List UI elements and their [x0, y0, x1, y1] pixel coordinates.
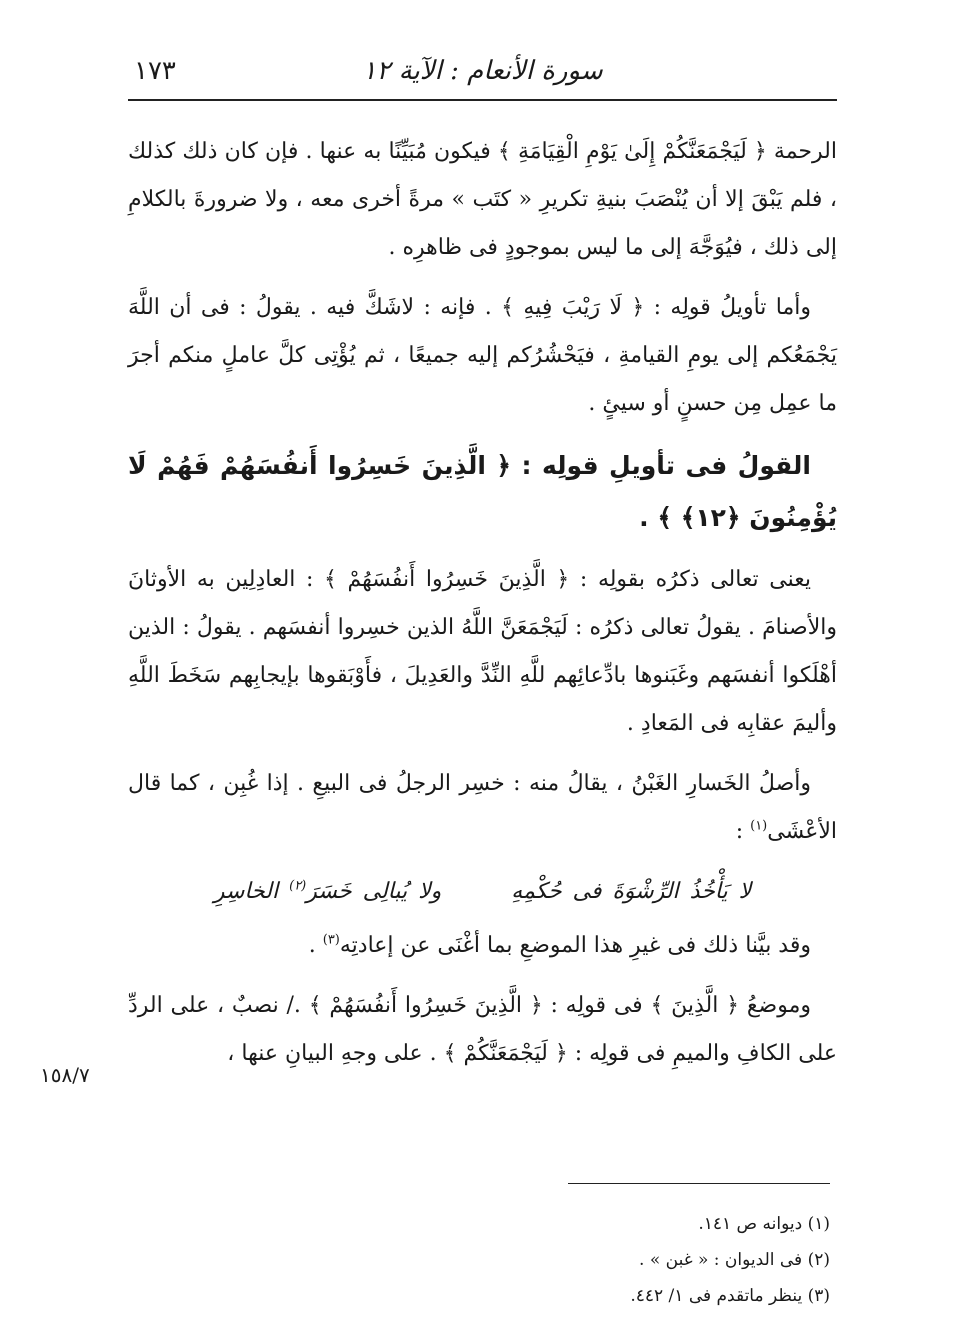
header-rule: [128, 99, 837, 101]
footnote-ref: (٣): [322, 932, 340, 948]
verse-first-hemistich: لا يَأْخُذُ الرِّشْوَةَ فى حُكْمِهِ: [511, 879, 752, 904]
paragraph-text: وأصلُ الخَسارِ الغَبْنُ ، يقالُ منه : خسِر الرجلُ فى البيعِ . إذا غُبِن ، كما قال الأعْشَى: [128, 771, 837, 844]
paragraph: وأما تأويلُ قولِه : ﴿ لَا رَيْبَ فِيهِ ﴾ . فإنه : لاشَكَّ فيه . يقولُ : فى أن اللَّهَ يَجْمَعُكم إلى يومِ القيامةِ ، فيَحْشُرُكم إليه جميعًا ، ثم يُؤْتِى كلَّ عاملٍ منكم أجرَ ما عمِل مِن حسنٍ أو سيئٍ .: [128, 295, 837, 416]
page-header: [128, 48, 837, 96]
verse-second-hemistich-end: الخاسِرِ: [213, 879, 290, 904]
paragraph: [128, 922, 837, 970]
footnote-ref: (١): [750, 818, 768, 834]
footnote-1: (١) ديوانه ص ١٤١.: [698, 1214, 830, 1234]
margin-reference: ١٥٨/٧: [40, 1063, 90, 1087]
paragraph-text: وقد بيَّنا ذلك فى غيرِ هذا الموضعِ بما أغْنَى عن إعادتِه: [339, 933, 811, 958]
paragraph-end: .: [308, 933, 323, 958]
main-text: [128, 128, 837, 1090]
page-number: ١٧٣: [134, 56, 176, 86]
paragraph: وموضعُ ﴿ الَّذِينَ ﴾ فى قولِه : ﴿ الَّذِينَ خَسِرُوا أَنفُسَهُمْ ﴾ ./ نصبٌ ، على الردِّ على الكافِ والميمِ فى قولِه : ﴿ لَيَجْمَعَنَّكُمْ ﴾ . على وجهِ البيانِ عنها ،: [128, 993, 837, 1066]
footnote-3: (٣) ينظر ماتقدم فى ١/ ٤٤٢.: [630, 1286, 830, 1306]
footnote-ref: (٢): [289, 878, 307, 894]
poetry-verse: [128, 868, 837, 916]
footnotes: [300, 1206, 830, 1314]
paragraph: يعنى تعالى ذكرُه بقولِه : ﴿ الَّذِينَ خَسِرُوا أَنفُسَهُمْ ﴾ : العادِلِين به الأوثانَ والأصنامَ . يقولُ تعالى ذكرُه : لَيَجْمَعَنَّ اللَّهُ الذين خسِروا أنفسَهم . يقولُ : الذين أهْلَكوا أنفسَهم وغَبَنوها بادِّعائِهم للَّهِ النِّدَّ والعَدِيلَ ، فأَوْبَقوها بإيجابِهم سَخَطَ اللَّهِ وأليمَ عقابِه فى المَعادِ .: [128, 567, 837, 736]
verse-second-hemistich: ولا يُبالِى خَسَرَ: [306, 879, 442, 904]
running-title: سورة الأنعام : الآية ١٢: [362, 56, 603, 86]
paragraph: الرحمة ﴿ لَيَجْمَعَنَّكُمْ إِلَىٰ يَوْمِ الْقِيَامَةِ ﴾ فيكون مُبَيِّنًا به عنها . فإن كان ذلك كذلك ، فلم يَبْقَ إلا أن يُنْصَبَ بنيةِ تكريرِ « كتَب » مرةً أخرى معه ، ولا ضرورةَ بالكلامِ إلى ذلك ، فيُوَجَّهَ إلى ما ليس بموجودٍ فى ظاهرِه .: [128, 139, 837, 260]
footnote-2: (٢) فى الديوان : « غبن » .: [639, 1250, 830, 1270]
paragraph-end: :: [735, 819, 751, 844]
section-heading: القولُ فى تأويلِ قولِه : ﴿ الَّذِينَ خَسِرُوا أَنفُسَهُمْ فَهُمْ لَا يُؤْمِنُونَ ﴿١٢﴾ ﴾ .: [128, 451, 837, 532]
paragraph: [128, 760, 837, 856]
footnote-rule: [568, 1183, 830, 1184]
